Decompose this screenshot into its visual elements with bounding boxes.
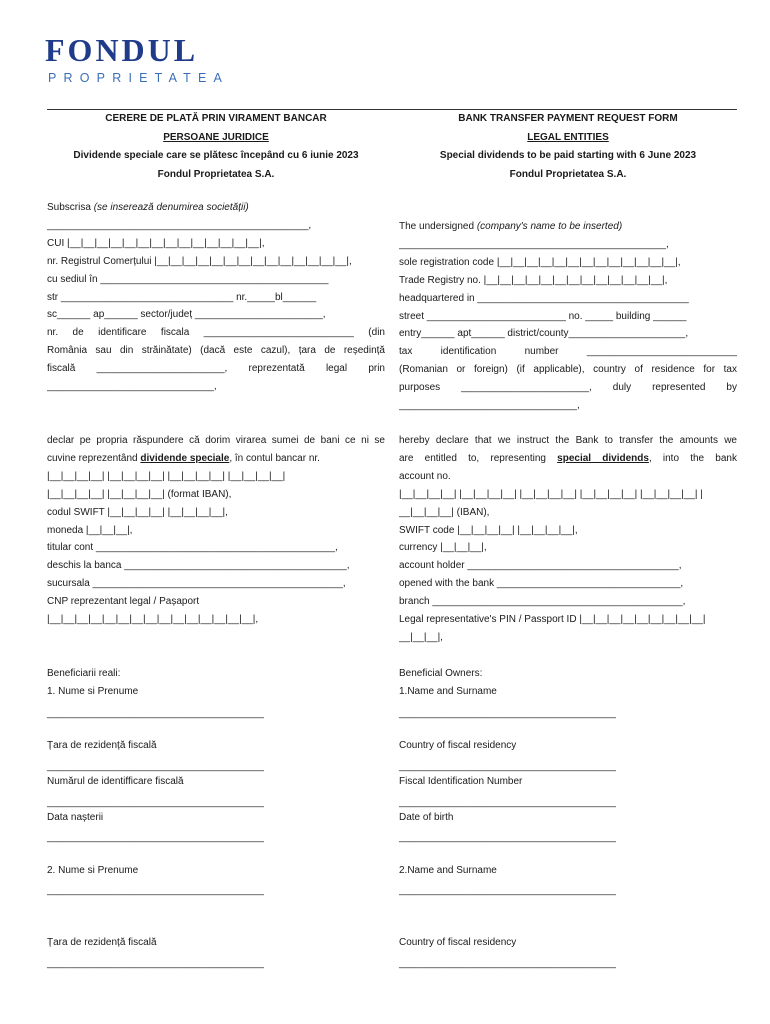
right-subtitle: LEGAL ENTITIES <box>527 131 609 143</box>
right-declaration-line: hereby declare that we instruct the Bank to transfer the amounts we <box>399 435 737 446</box>
right-intro-note: (company's name to be inserted) <box>476 221 623 232</box>
left-bo2-residency-field[interactable]: _______________________________________ <box>47 958 264 969</box>
address-detail-field-en[interactable]: entry______ apt______ district/county_____________________, <box>399 328 689 340</box>
left-cnp-label: CNP reprezentant legal / Pașaport <box>47 596 200 608</box>
swift-field[interactable]: codul SWIFT |__|__|__|__| |__|__|__|__|, <box>47 506 228 518</box>
left-bo-residency-field[interactable]: _______________________________________ <box>47 761 264 772</box>
pin-passport-field-en[interactable]: Legal representative's PIN / Passport ID |__|__|__|__|__|__|__|__|__| <box>399 614 706 626</box>
right-special-dividends: special dividends <box>557 452 649 464</box>
headquarters-field-en[interactable]: headquartered in ______________________________________ <box>399 292 689 304</box>
right-bo2-residency-field[interactable]: _______________________________________ <box>399 958 616 969</box>
left-bo-name-label: 1. Nume si Prenume <box>47 686 139 697</box>
iban-field-en-part1[interactable]: |__|__|__|__| |__|__|__|__| |__|__|__|__| |__|__|__|__| |__|__|__|__| | <box>399 488 703 500</box>
iban-field-en-part2[interactable]: __|__|__|__| (IBAN), <box>399 506 490 518</box>
right-account-label: account no. <box>399 470 451 482</box>
logo-wordmark: FONDUL <box>45 32 199 68</box>
left-residence-line: România sau din străinătate) (dacă este cazul), țara de reședință <box>47 345 385 357</box>
left-company-section <box>47 199 385 396</box>
right-bo2-residency-label: Country of fiscal residency <box>399 937 517 948</box>
right-declaration-section <box>399 432 737 647</box>
right-bo-birth-field[interactable]: _______________________________________ <box>399 832 616 843</box>
street-field-en[interactable]: street _________________________ no. _____ building ______ <box>399 310 687 322</box>
left-bo2-name-label: 2. Nume si Prenume <box>47 865 139 876</box>
right-bo-fiscal-id-label: Fiscal Identification Number <box>399 776 523 787</box>
right-bo-residency-label: Country of fiscal residency <box>399 740 517 751</box>
representative-field-en[interactable]: ________________________________, <box>399 400 580 412</box>
right-bo-residency-field[interactable]: _______________________________________ <box>399 761 616 772</box>
left-intro: Subscrisa (se inserează denumirea societății) <box>47 202 249 213</box>
left-declaration-line2: cuvine reprezentând dividende speciale, în contul bancar nr. <box>47 452 320 464</box>
right-bo-name-label: 1.Name and Surname <box>399 686 497 697</box>
trade-registry-field-en[interactable]: Trade Registry no. |__|__|__|__|__|__|__|__|__|__|__|__|__|, <box>399 274 668 286</box>
left-header <box>47 110 385 184</box>
right-bo-fiscal-id-field[interactable]: _______________________________________ <box>399 797 616 808</box>
left-bo-residency-label: Țara de rezidență fiscală <box>47 740 157 751</box>
account-holder-field-en[interactable]: account holder ______________________________________, <box>399 560 682 572</box>
right-bo-birth-label: Date of birth <box>399 812 454 823</box>
headquarters-field[interactable]: cu sediul în _________________________________________ <box>47 273 329 285</box>
iban-field-part2[interactable]: |__|__|__|__| |__|__|__|__| (format IBAN), <box>47 488 232 500</box>
right-intro: The undersigned (company's name to be inserted) <box>399 221 623 232</box>
fiscal-residence-field[interactable]: fiscală _______________________, reprezentată legal prin <box>47 363 385 375</box>
left-bo2-name-field[interactable]: _______________________________________ <box>47 885 264 896</box>
pin-passport-field-en-part2[interactable]: __|__|__|, <box>399 631 443 643</box>
right-title: BANK TRANSFER PAYMENT REQUEST FORM <box>458 113 678 124</box>
left-bo-birth-field[interactable]: _______________________________________ <box>47 832 264 843</box>
left-bo-fiscal-id-label: Numărul de identifficare fiscală <box>47 776 184 787</box>
left-bo2-residency-label: Țara de rezidență fiscală <box>47 937 157 948</box>
cnp-field[interactable]: |__|__|__|__|__|__|__|__|__|__|__|__|__|__|__|, <box>47 614 259 626</box>
right-declaration-line2: are entitled to, representing special dividends, into the bank <box>399 452 737 464</box>
right-header <box>399 110 737 184</box>
left-declaration-line: declar pe propria răspundere că dorim virarea sumei de bani ce ni se <box>47 435 385 446</box>
tax-id-field-en[interactable]: tax identification number ___________________________ <box>399 346 737 358</box>
currency-field-en[interactable]: currency |__|__|__|, <box>399 542 487 554</box>
right-bo2-name-label: 2.Name and Surname <box>399 865 497 876</box>
bank-field-en[interactable]: opened with the bank _________________________________, <box>399 578 684 590</box>
company-name-field-en[interactable]: ________________________________________________, <box>399 238 669 250</box>
representative-field[interactable]: ______________________________, <box>47 381 217 393</box>
left-dividend-note: Dividende speciale care se plătesc începând cu 6 iunie 2023 <box>73 150 359 161</box>
left-bo-fiscal-id-field[interactable]: _______________________________________ <box>47 797 264 808</box>
swift-field-en[interactable]: SWIFT code |__|__|__|__| |__|__|__|__|, <box>399 524 578 536</box>
right-company-section <box>399 218 737 415</box>
registration-code-field[interactable]: sole registration code |__|__|__|__|__|__|__|__|__|__|__|__|__|, <box>399 256 681 268</box>
branch-field-en[interactable]: branch _____________________________________________, <box>399 596 686 608</box>
street-field[interactable]: str _______________________________ nr._____bl______ <box>47 291 317 303</box>
left-intro-note: (se inserează denumirea societății) <box>93 202 249 213</box>
currency-field[interactable]: moneda |__|__|__|, <box>47 524 133 536</box>
right-residence-line: (Romanian or foreign) (if applicable), country of residence for tax <box>399 364 737 376</box>
right-bo-heading: Beneficial Owners: <box>399 668 483 679</box>
left-subtitle: PERSOANE JURIDICE <box>163 131 269 143</box>
branch-field[interactable]: sucursala _____________________________________________, <box>47 578 346 590</box>
left-bo-name-field[interactable]: _______________________________________ <box>47 708 264 719</box>
bank-field[interactable]: deschis la banca ________________________________________, <box>47 560 350 572</box>
trade-registry-field[interactable]: nr. Registrul Comerțului |__|__|__|__|__|__|__|__|__|__|__|__|__|__|, <box>47 255 352 267</box>
left-bo-heading: Beneficiarii reali: <box>47 668 121 679</box>
left-company: Fondul Proprietatea S.A. <box>157 168 275 180</box>
left-declaration-section <box>47 432 385 629</box>
company-name-field[interactable]: _______________________________________________, <box>47 219 312 231</box>
right-company: Fondul Proprietatea S.A. <box>509 168 627 180</box>
right-bo2-name-field[interactable]: _______________________________________ <box>399 885 616 896</box>
left-title: CERERE DE PLATĂ PRIN VIRAMENT BANCAR <box>105 113 327 124</box>
iban-field-part1[interactable]: |__|__|__|__| |__|__|__|__| |__|__|__|__| |__|__|__|__| <box>47 470 286 482</box>
tax-id-field[interactable]: nr. de identificare fiscala ___________________________ (din <box>47 327 385 339</box>
left-bo-birth-label: Data nașterii <box>47 812 104 823</box>
fiscal-residence-field-en[interactable]: purposes _______________________, duly represented by <box>399 382 737 394</box>
address-detail-field[interactable]: sc______ ap______ sector/județ _______________________, <box>47 309 326 321</box>
cui-field[interactable]: CUI |__|__|__|__|__|__|__|__|__|__|__|__|__|__|, <box>47 237 265 249</box>
right-bo-name-field[interactable]: _______________________________________ <box>399 708 616 719</box>
right-dividend-note: Special dividends to be paid starting with 6 June 2023 <box>439 150 697 161</box>
account-holder-field[interactable]: titular cont ___________________________________________, <box>47 542 338 554</box>
logo-subtitle: PROPRIETATEA <box>48 71 230 85</box>
left-special-dividends: dividende speciale <box>140 452 230 464</box>
